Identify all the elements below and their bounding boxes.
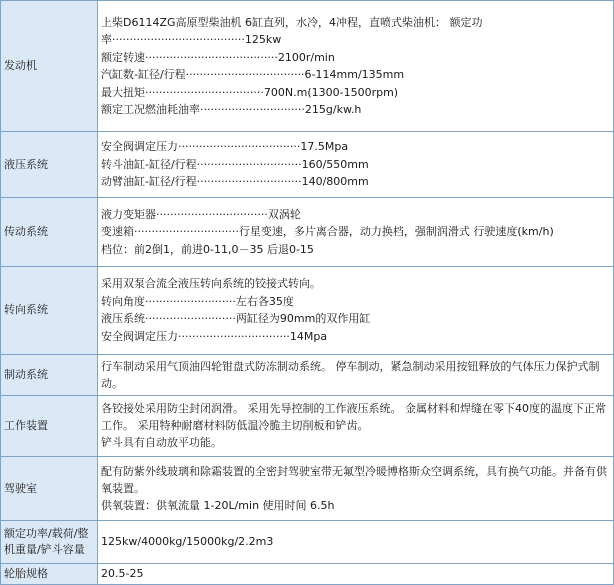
row-label: 额定功率/载荷/整机重量/铲斗容量 <box>1 521 98 564</box>
spec-line: 率······································125kw <box>101 33 282 47</box>
row-value <box>98 396 614 456</box>
spec-line: 液压系统··························两缸径为90mm的双作用缸 <box>101 312 371 326</box>
spec-line: 安全阀调定压力································14Mpa <box>101 329 328 343</box>
spec-text: 行车制动采用气顶油四轮钳盘式防冻制动系统。 停车制动，紧急制动采用按钮释放的气体压力保护式制动。 <box>101 359 600 390</box>
row-value <box>98 266 614 354</box>
row-label: 制动系统 <box>1 354 98 396</box>
spec-text: 各铰接处采用防尘封闭润滑。 采用先导控制的工作液压系统。 金属材料和焊缝在零下40度的温度下正常工作。 采用特种耐磨材料防低温冷脆主切削板和铲齿。 <box>101 402 606 433</box>
spec-line: 变速箱······························行星变速，多片离合器，动力换档，强制润滑式 行驶速度(km/h) <box>101 225 554 239</box>
row-label: 液压系统 <box>1 132 98 198</box>
table-row <box>1 456 614 521</box>
row-value <box>98 198 614 267</box>
spec-line: 安全阀调定压力···································17.5Mpa <box>101 140 349 154</box>
row-value <box>98 1 614 132</box>
table-row <box>1 354 614 396</box>
table-row <box>1 266 614 354</box>
row-label: 驾驶室 <box>1 456 98 521</box>
table-row <box>1 1 614 132</box>
spec-line: 额定转速······································2100r/min <box>101 50 335 64</box>
table-row <box>1 521 614 564</box>
spec-line: 最大扭矩··································700N.m(1300-1500rpm) <box>101 85 399 99</box>
spec-line: 额定工况燃油耗油率······························215g/kw.h <box>101 103 362 117</box>
spec-line: 动臂油缸-缸径/行程······························140/800mm <box>101 175 369 189</box>
table-row <box>1 564 614 585</box>
row-value <box>98 132 614 198</box>
spec-line: 上柴D6114ZG高原型柴油机 6缸直列，水冷，4冲程，直喷式柴油机： 额定功 <box>101 15 483 29</box>
spec-line: 汽缸数-缸径/行程··································6-114mm/135mm <box>101 68 405 82</box>
row-label: 传动系统 <box>1 198 98 267</box>
row-value <box>98 456 614 521</box>
spec-line: 液力变矩器································双涡轮 <box>101 207 301 221</box>
table-row <box>1 198 614 267</box>
spec-line: 转向角度··························左右各35度 <box>101 294 294 308</box>
row-label: 轮胎规格 <box>1 564 98 585</box>
spec-line: 供氧装置：供氧流量 1-20L/min 使用时间 6.5h <box>101 498 335 512</box>
table-row <box>1 396 614 456</box>
spec-line: 采用双泵合流全液压转向系统的铰接式转向。 <box>101 277 321 291</box>
spec-text: 配有防紫外线玻璃和除霜装置的全密封驾驶室带无氟型冷暖博格斯众空调系统，具有换气功能。并备有供氧装置。 <box>101 464 607 495</box>
row-value: 20.5-25 <box>98 564 614 585</box>
table-row <box>1 132 614 198</box>
row-label: 工作装置 <box>1 396 98 456</box>
row-label: 转向系统 <box>1 266 98 354</box>
row-label: 发动机 <box>1 1 98 132</box>
spec-line: 档位：前2倒1，前进0-11,0－35 后退0-15 <box>101 242 314 256</box>
row-value <box>98 354 614 396</box>
row-value: 125kw/4000kg/15000kg/2.2m3 <box>98 521 614 564</box>
spec-line: 铲斗具有自动放平功能。 <box>101 436 222 450</box>
spec-line: 转斗油缸-缸径/行程······························160/550mm <box>101 157 369 171</box>
